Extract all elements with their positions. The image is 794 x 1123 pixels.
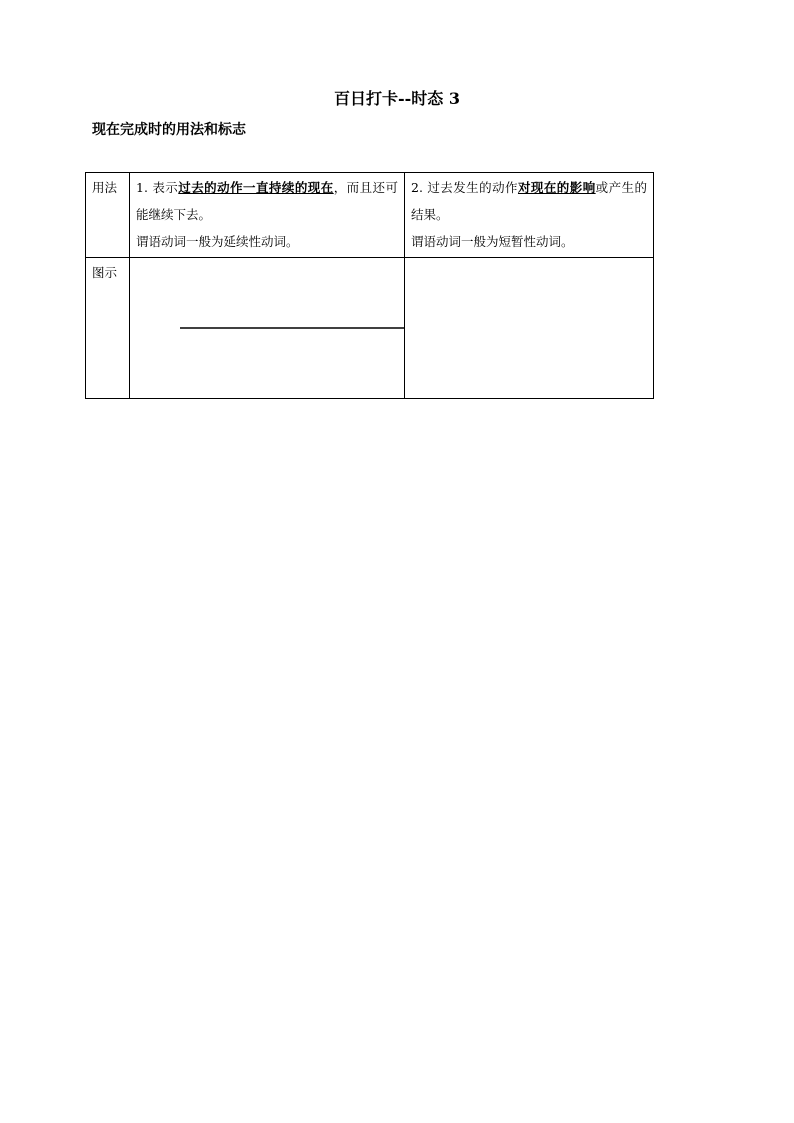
usage-left-note: 谓语动词一般为延续性动词。 <box>136 234 299 249</box>
usage-right-prefix: 2. 过去发生的动作 <box>411 180 518 195</box>
present-perfect-table <box>85 172 654 399</box>
timeline-svg-continuous <box>130 258 405 398</box>
timeline-diagram-continuous <box>130 258 405 399</box>
diagram-row <box>86 258 654 399</box>
usage-row <box>86 173 654 258</box>
usage-right-suffix: 或产生的结果。 <box>411 180 647 222</box>
usage-left-cell <box>130 173 405 258</box>
usage-left-suffix: ，而且还可能继续下去。 <box>136 180 398 222</box>
usage-right-key: 对现在的影响 <box>517 180 596 195</box>
usage-left-prefix: 1. 表示 <box>136 180 179 195</box>
usage-right-note: 谓语动词一般为短暂性动词。 <box>411 234 574 249</box>
usage-left-key: 过去的动作一直持续的现在 <box>178 180 334 195</box>
page-title: 百日打卡--时态 3 <box>334 89 460 108</box>
section-heading-present-perfect: 现在完成时的用法和标志 <box>92 122 246 138</box>
usage-right-cell <box>405 173 654 258</box>
timeline-diagram-effect <box>405 258 654 399</box>
diagram-label: 图示 <box>86 258 130 399</box>
usage-label: 用法 <box>86 173 130 258</box>
